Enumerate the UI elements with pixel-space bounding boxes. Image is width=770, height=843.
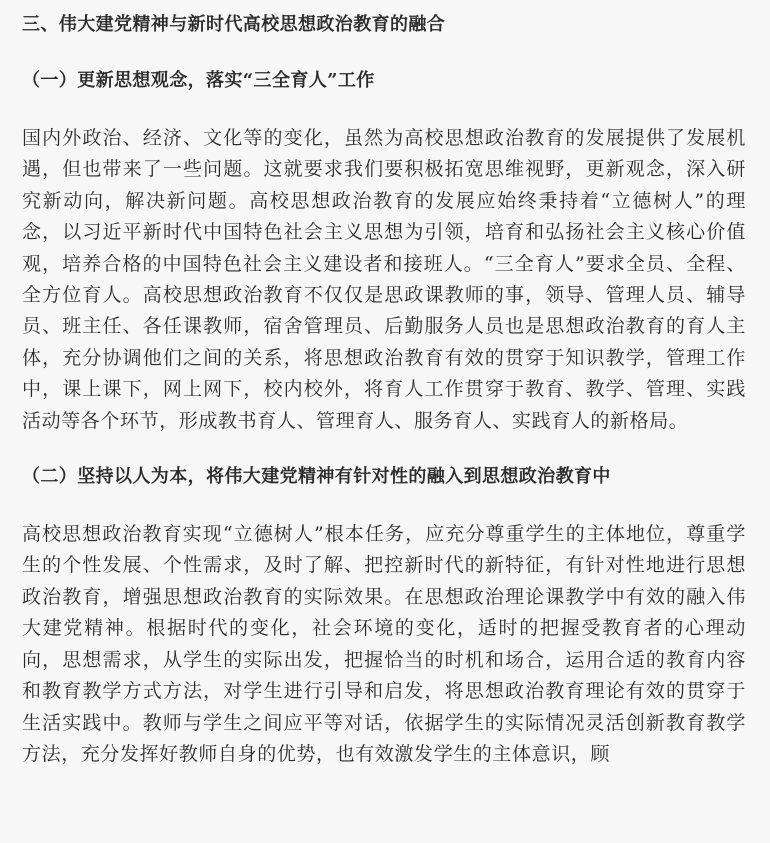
section-title: 三、伟大建党精神与新时代高校思想政治教育的融合 xyxy=(22,14,446,35)
subsection-title-1: （一）更新思想观念，落实“三全育人”工作 xyxy=(22,70,375,91)
paragraph-1: 国内外政治、经济、文化等的变化，虽然为高校思想政治教育的发展提供了发展机遇，但也带来了一些问题。这就要求我们要积极拓宽思维视野，更新观念，深入研究新动向，解决新问题。高校思想政治教育的发展应始终秉持着“立德树人”的理念，以习近平新时代中国特色社会主义思想为引领，培育和弘扬社会主义核心价值观，培养合格的中国特色社会主义建设者和接班人。“三全育人”要求全员、全程、全方位育人。高校思想政治教育不仅仅是思政课教师的事，领导、管理人员、辅导员、班主任、各任课教师，宿舍管理员、后勤服务人员也是思想政治教育的育人主体，充分协调他们之间的关系，将思想政治教育有效的贯穿于知识教学，管理工作中，课上课下，网上网下，校内校外，将育人工作贯穿于教育、教学、管理、实践活动等各个环节，形成教书育人、管理育人、服务育人、实践育人的新格局。 xyxy=(22,127,746,432)
paragraph-2: 高校思想政治教育实现“立德树人”根本任务，应充分尊重学生的主体地位，尊重学生的个性发展、个性需求，及时了解、把控新时代的新特征，有针对性地进行思想政治教育，增强思想政治教育的实际效果。在思想政治理论课教学中有效的融入伟大建党精神。根据时代的变化，社会环境的变化，适时的把握受教育者的心理动向，思想需求，从学生的实际出发，把握恰当的时机和场合，运用合适的教育内容和教育教学方式方法，对学生进行引导和启发，将思想政治教育理论有效的贯穿于生活实践中。教师与学生之间应平等对话，依据学生的实际情况灵活创新教育教学方法，充分发挥好教师自身的优势，也有效激发学生的主体意识，顾 xyxy=(22,523,746,765)
subsection-title-2: （二）坚持以人为本，将伟大建党精神有针对性的融入到思想政治教育中 xyxy=(22,466,611,488)
